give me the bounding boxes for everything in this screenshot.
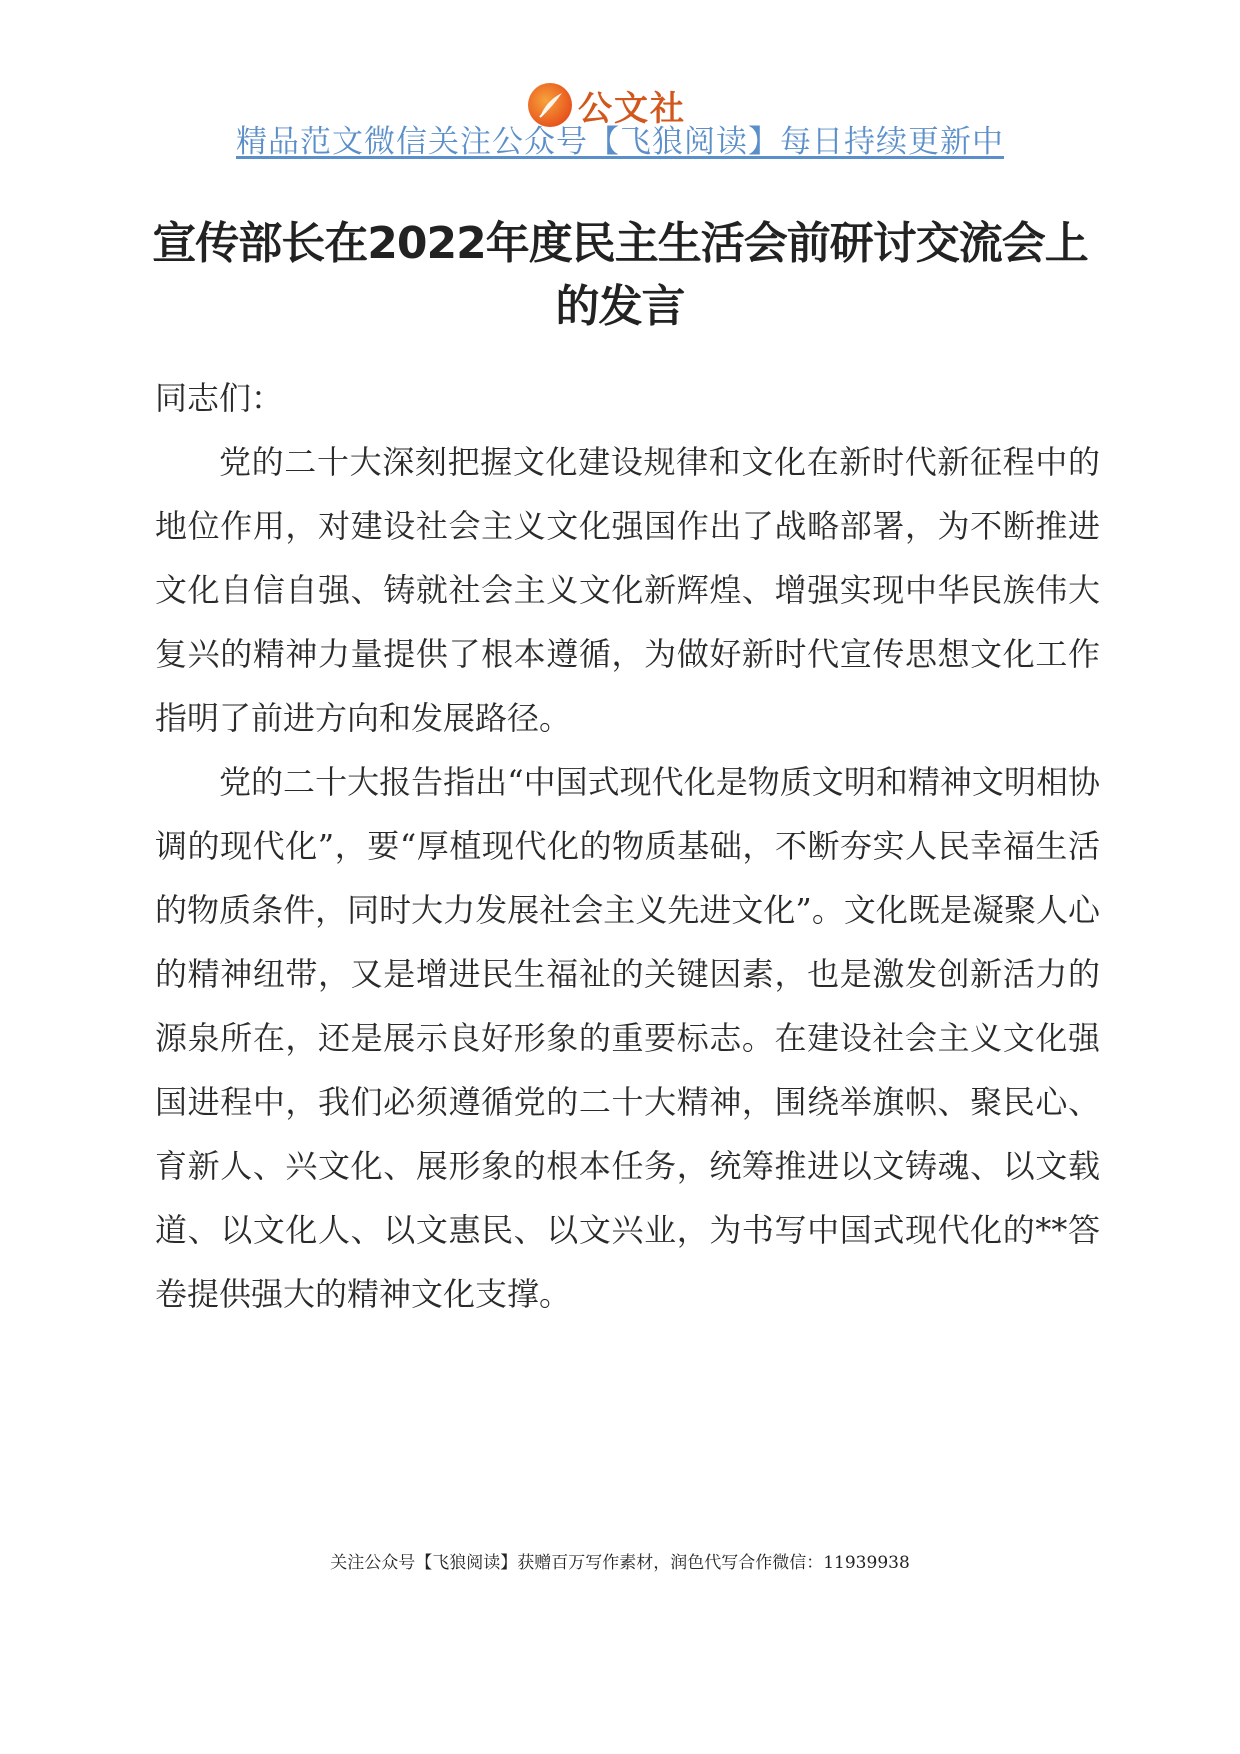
document-title: 宣传部长在2022年度民主生活会前研讨交流会上的发言 bbox=[152, 218, 1088, 332]
page-footer: 关注公众号【飞狼阅读】获赠百万写作素材，润色代写合作微信：11939938 bbox=[330, 1553, 910, 1573]
body-paragraph: 党的二十大报告指出“中国式现代化是物质文明和精神文明相协调的现代化”，要“厚植现代化的物质基础，不断夯实人民幸福生活的物质条件，同时大力发展社会主义先进文化”。文化既是凝聚人心的精神纽带，又是增进民生福祉的关键因素，也是激发创新活力的源泉所在，还是展示良好形象的重要标志。在建设社会主义文化强国进程中，我们必须遵循党的二十大精神，围绕举旗帜、聚民心、育新人、兴文化、展形象的根本任务，统筹推进以文铸魂、以文载道、以文化人、以文惠民、以文兴业，为书写中国式现代化的**答卷提供强大的精神文化支撑。 bbox=[155, 763, 1100, 1313]
document-body bbox=[155, 366, 1100, 1326]
body-paragraph: 党的二十大深刻把握文化建设规律和文化在新时代新征程中的地位作用，对建设社会主义文化强国作出了战略部署，为不断推进文化自信自强、铸就社会主义文化新辉煌、增强实现中华民族伟大复兴的精神力量提供了根本遵循，为做好新时代宣传思想文化工作指明了前进方向和发展路径。 bbox=[155, 443, 1100, 737]
salutation: 同志们： bbox=[155, 379, 284, 417]
promo-banner-link[interactable]: 精品范文微信关注公众号【飞狼阅读】每日持续更新中 bbox=[236, 124, 1004, 160]
logo-text: 公文社 bbox=[578, 88, 686, 129]
